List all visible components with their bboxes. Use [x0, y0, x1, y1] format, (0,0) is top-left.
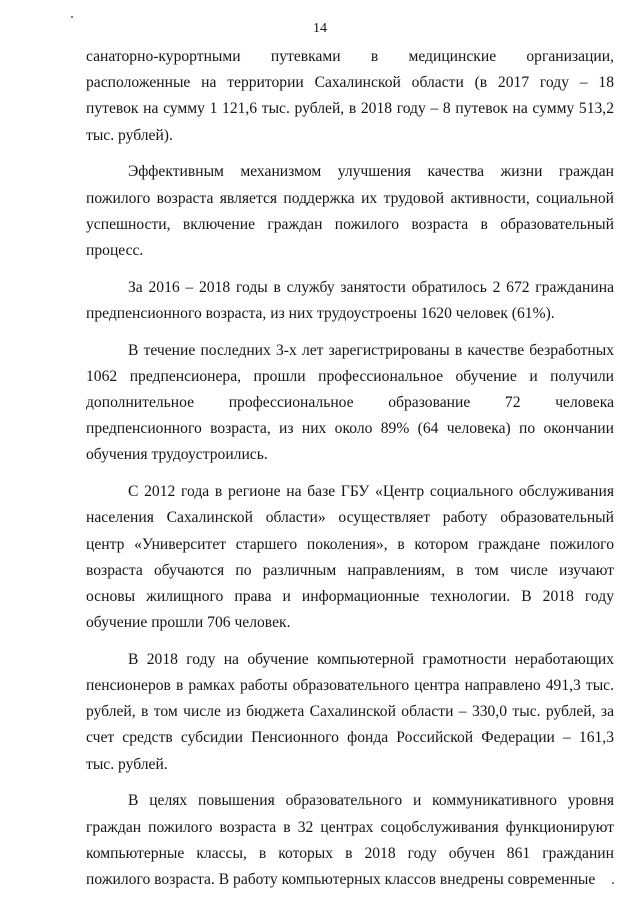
paragraph-gap [86, 778, 614, 789]
text-line: счет средств субсидии Пенсионного фонда Российской Федерации – 161,3 [86, 729, 614, 747]
text-line: пенсионеров в рамках работы образовательного центра направлено 491,3 тыс. [86, 677, 614, 695]
paragraph-gap [86, 469, 614, 480]
paragraph-gap [86, 149, 614, 160]
text-line: 1062 предпенсионера, прошли профессиональное обучение и получили [86, 367, 614, 385]
text-line: центр «Университет старшего поколения», в котором граждане пожилого [86, 535, 614, 553]
paragraph [86, 788, 614, 893]
text-line: расположенные на территории Сахалинской области (в 2017 году – 18 [86, 74, 614, 92]
text-line: пожилого возраста. В работу компьютерных классов внедрены современные [86, 871, 596, 888]
text-line: обучения трудоустроились. [86, 446, 268, 464]
text-line: путевок на сумму 1 121,6 тыс. рублей, в 2018 году – 8 путевок на сумму 513,2 [86, 100, 614, 118]
text-line: тыс. рублей. [86, 755, 168, 773]
text-line: процесс. [86, 241, 144, 259]
paragraph [86, 479, 614, 636]
text-line: дополнительное профессиональное образование 72 человека [86, 394, 614, 412]
paragraph-gap [86, 264, 614, 275]
scan-speck [71, 16, 73, 18]
paragraph-gap [86, 636, 614, 647]
page-number: 14 [313, 21, 327, 36]
text-line: пожилого возраста является поддержка их трудовой активности, социальной [86, 189, 614, 207]
text-line: В целях повышения образовательного и коммуникативного уровня [128, 792, 614, 810]
text-line: предпенсионного возраста, из них трудоустроены 1620 человек (61%). [86, 304, 555, 322]
text-line: предпенсионного возраста, из них около 89% (64 человека) по окончании [86, 420, 614, 438]
text-line: санаторно-курортными путевками в медицинские организации, [86, 48, 614, 65]
paragraph [86, 647, 614, 778]
paragraph [86, 44, 614, 149]
paragraph [86, 338, 614, 469]
text-line: В 2018 году на обучение компьютерной грамотности неработающих [128, 650, 614, 668]
text-line: населения Сахалинской области» осуществляет работу образовательный [86, 509, 614, 527]
document-body [86, 44, 614, 893]
paragraph-gap [86, 327, 614, 338]
text-line: рублей, в том числе из бюджета Сахалинской области – 330,0 тыс. рублей, за [86, 703, 614, 721]
text-line: В течение последних 3-х лет зарегистрированы в качестве безработных [128, 341, 614, 359]
text-line: обучение прошли 706 человек. [86, 614, 291, 632]
text-line: За 2016 – 2018 годы в службу занятости обратилось 2 672 гражданина [128, 278, 614, 296]
text-line: компьютерные классы, в которых в 2018 году обучен 861 гражданин [86, 844, 614, 862]
text-line: Эффективным механизмом улучшения качества жизни граждан [128, 163, 614, 181]
text-line: успешности, включение граждан пожилого возраста в образовательный [86, 215, 614, 233]
text-line: основы жилищного права и информационные технологии. В 2018 году [86, 587, 614, 605]
text-line: граждан пожилого возраста в 32 центрах соцобслуживания функционируют [86, 818, 614, 836]
text-line: С 2012 года в регионе на базе ГБУ «Центр социального обслуживания [128, 483, 614, 501]
text-line: возраста обучаются по различным направлениям, в том числе изучают [86, 561, 614, 579]
text-line: тыс. рублей). [86, 126, 173, 144]
paragraph [86, 275, 614, 327]
paragraph [86, 159, 614, 264]
